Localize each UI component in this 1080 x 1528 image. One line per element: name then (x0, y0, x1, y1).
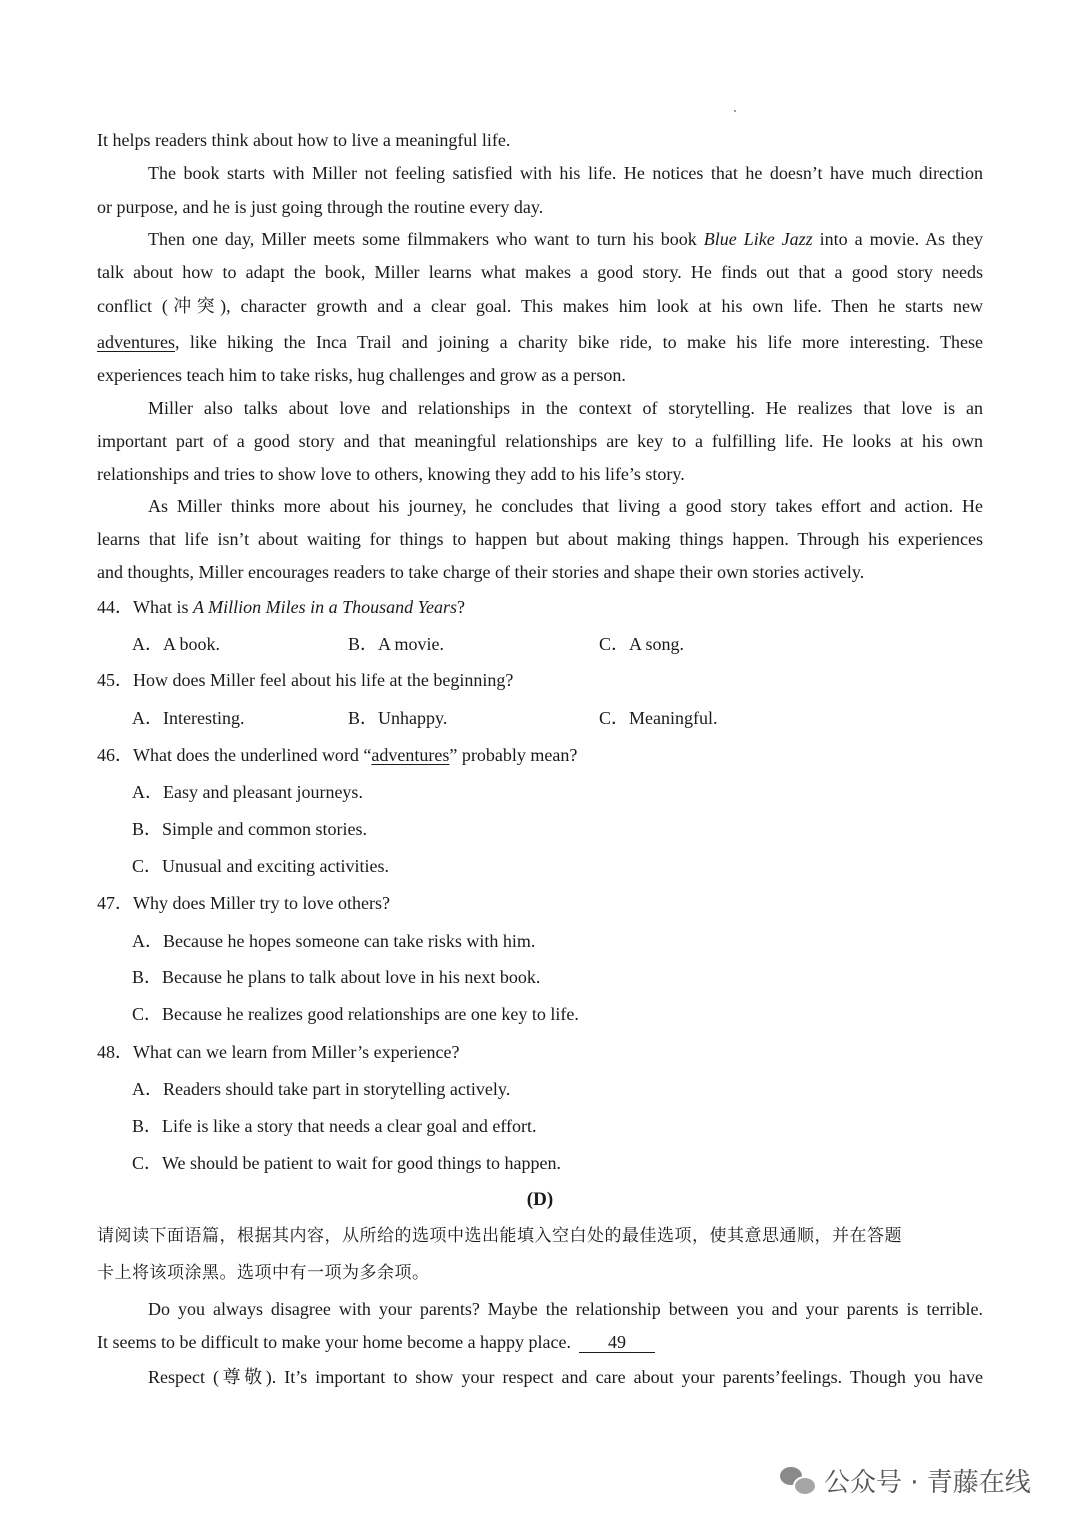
option-a[interactable]: A．Because he hopes someone can take risks with him. (132, 931, 536, 951)
question-48: 48．What can we learn from Miller’s experience? (97, 1042, 460, 1062)
answer-blank[interactable]: 49 (579, 1332, 655, 1353)
option-b[interactable]: B．Unhappy. (348, 708, 448, 728)
question-46: 46．What does the underlined word “adventures” probably mean? (97, 745, 578, 765)
watermark (780, 1460, 1031, 1500)
passage-line: experiences teach him to take risks, hug challenges and grow as a person. (97, 365, 626, 385)
passage-line: It seems to be difficult to make your home become a happy place. 49 (97, 1330, 983, 1354)
underlined-word: adventures (97, 332, 175, 352)
question-44: 44．What is A Million Miles in a Thousand Years? (97, 597, 466, 617)
passage-line: conflict (冲突), character growth and a clear goal. This makes him look at his own life. Then he starts new (97, 296, 983, 316)
passage-line: or purpose, and he is just going through the routine every day. (97, 197, 544, 217)
option-b[interactable]: B．Simple and common stories. (132, 819, 367, 839)
watermark-text: 公众号 · 青藤在线 (824, 1467, 1031, 1498)
passage-line: adventures, like hiking the Inca Trail and joining a charity bike ride, to make his life more interesting. These (97, 332, 983, 352)
passage-line: important part of a good story and that meaningful relationships are key to a fulfilling life. He looks at his own (97, 431, 983, 451)
option-a[interactable]: A．A book. (132, 634, 221, 654)
passage-line: talk about how to adapt the book, Miller learns what makes a good story. He finds out that a good story needs (97, 262, 983, 282)
option-a[interactable]: A．Readers should take part in storytelling actively. (132, 1079, 511, 1099)
passage-line: and thoughts, Miller encourages readers to take charge of their stories and shape their own stories actively. (97, 562, 865, 582)
option-c[interactable]: C．Unusual and exciting activities. (132, 856, 389, 876)
option-b[interactable]: B．Life is like a story that needs a clear goal and effort. (132, 1116, 537, 1136)
option-a[interactable]: A．Easy and pleasant journeys. (132, 782, 363, 802)
instruction-line: 卡上将该项涂黑。选项中有一项为多余项。 (97, 1263, 430, 1283)
passage-line: Miller also talks about love and relationships in the context of storytelling. He realizes that love is an (148, 398, 983, 418)
passage-line: Do you always disagree with your parents? Maybe the relationship between you and your parents is terrible. (148, 1299, 983, 1319)
scan-dot (734, 110, 736, 112)
question-45: 45．How does Miller feel about his life at the beginning? (97, 670, 514, 690)
option-c[interactable]: C．We should be patient to wait for good things to happen. (132, 1153, 561, 1173)
option-c[interactable]: C．Meaningful. (599, 708, 718, 728)
question-47: 47．Why does Miller try to love others? (97, 893, 390, 913)
wechat-icon (780, 1465, 814, 1495)
instruction-line: 请阅读下面语篇，根据其内容，从所给的选项中选出能填入空白处的最佳选项，使其意思通顺，并在答题 (97, 1226, 902, 1246)
option-a[interactable]: A．Interesting. (132, 708, 245, 728)
section-heading: (D) (526, 1189, 554, 1210)
option-b[interactable]: B．A movie. (348, 634, 445, 654)
book-title: Blue Like Jazz (703, 229, 813, 249)
passage-line: relationships and tries to show love to others, knowing they add to his life’s story. (97, 464, 685, 484)
passage-line: Respect (尊敬). It’s important to show your respect and care about your parents’feelings. Though you have (148, 1367, 983, 1387)
passage-line: It helps readers think about how to live a meaningful life. (97, 130, 511, 150)
option-c[interactable]: C．Because he realizes good relationships are one key to life. (132, 1004, 579, 1024)
option-b[interactable]: B．Because he plans to talk about love in his next book. (132, 967, 541, 987)
passage-line: learns that life isn’t about waiting for things to happen but about making things happen. Through his experiences (97, 529, 983, 549)
option-c[interactable]: C．A song. (599, 634, 685, 654)
passage-line: Then one day, Miller meets some filmmakers who want to turn his book Blue Like Jazz into a movie. As they (148, 229, 983, 249)
passage-line: As Miller thinks more about his journey, he concludes that living a good story takes effort and action. He (148, 496, 983, 516)
passage-line: The book starts with Miller not feeling satisfied with his life. He notices that he doesn’t have much direction (148, 163, 983, 183)
